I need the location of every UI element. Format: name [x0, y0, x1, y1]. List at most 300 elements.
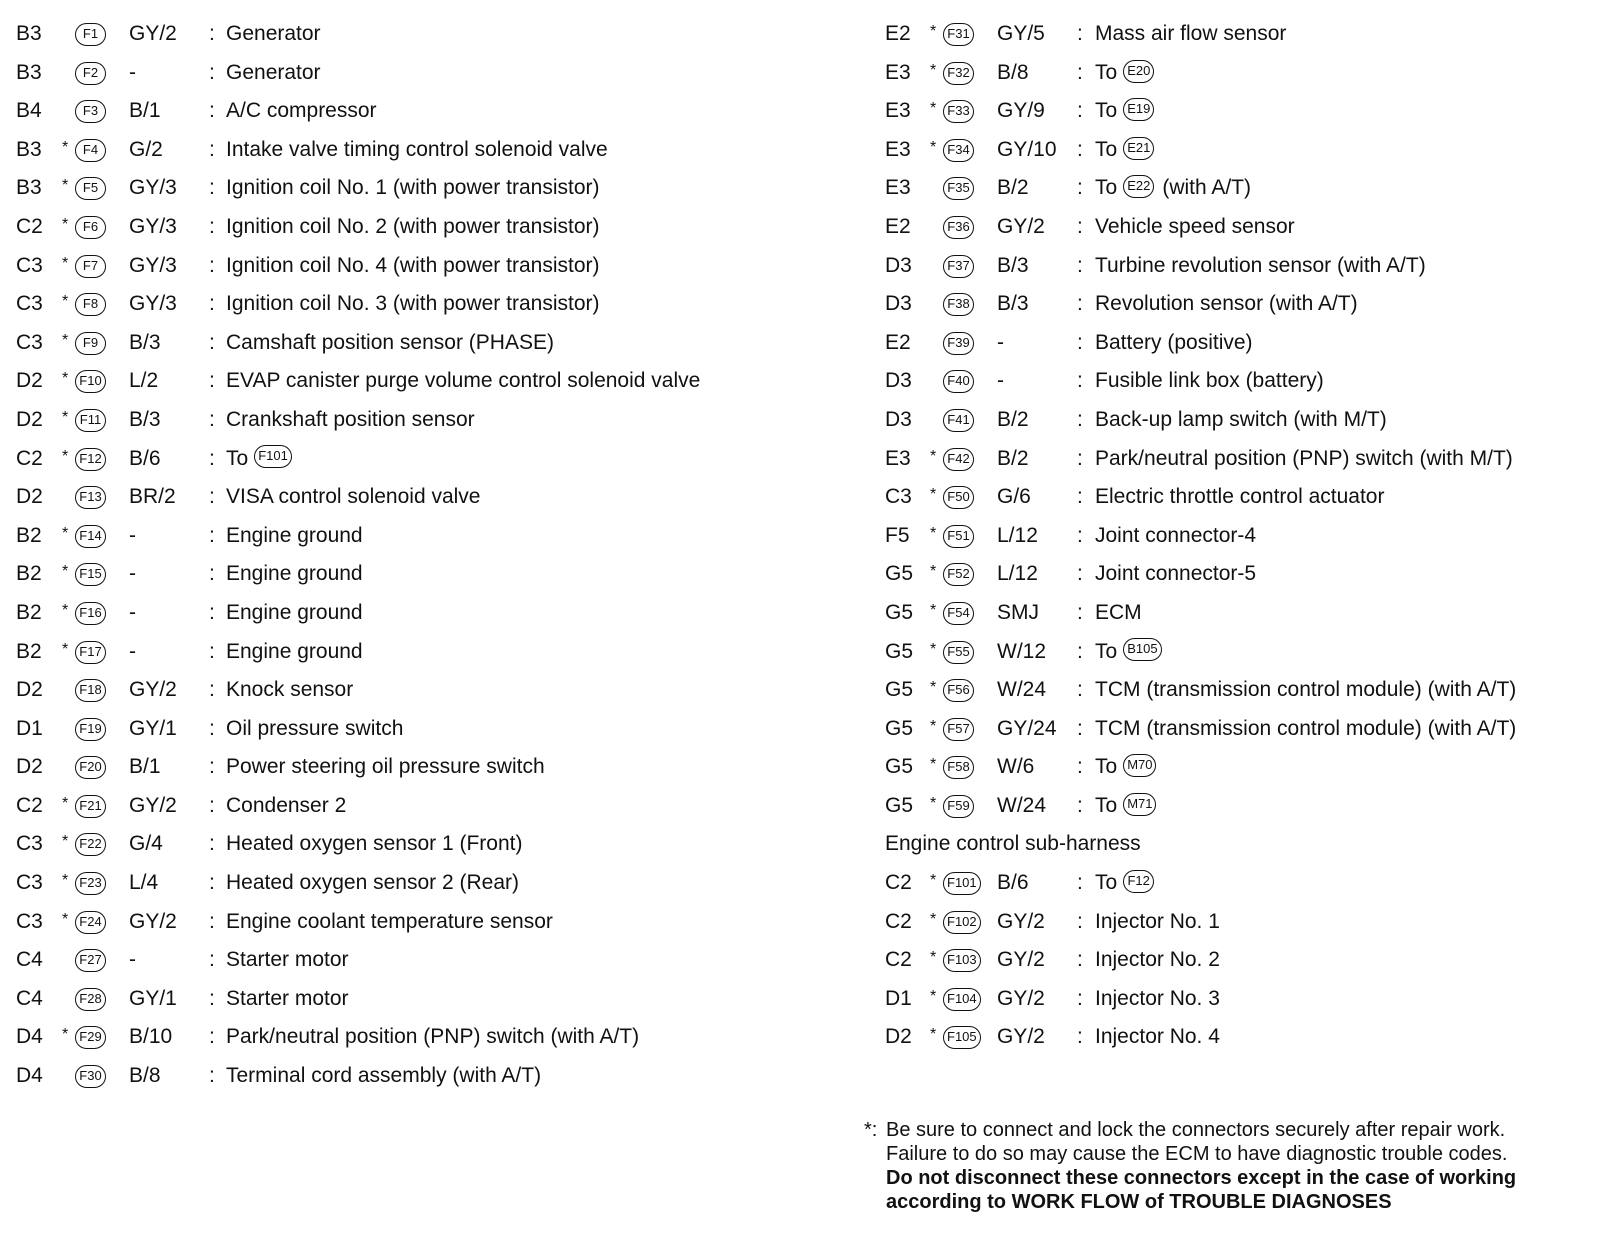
grid-reference: G5 — [885, 793, 914, 817]
lock-check-marker: * — [930, 23, 937, 40]
lock-check-marker: * — [62, 215, 69, 233]
connector-description — [1095, 710, 1516, 749]
connector-description — [1095, 401, 1387, 440]
grid-reference: C3 — [16, 292, 43, 316]
connector-number-badge: F105 — [943, 1026, 981, 1049]
connector-number-badge: F11 — [75, 409, 106, 432]
connector-number-badge: F59 — [943, 795, 974, 818]
grid-reference: B2 — [16, 523, 42, 547]
separator-colon: : — [209, 60, 215, 84]
connector-description — [226, 15, 321, 54]
connector-row — [885, 903, 1600, 942]
grid-reference: C2 — [885, 948, 912, 972]
connector-row — [16, 1018, 816, 1057]
lock-check-marker: * — [930, 872, 937, 890]
description-text: Camshaft position sensor (PHASE) — [226, 330, 554, 354]
grid-reference: G5 — [885, 678, 914, 702]
connector-color-pins: L/12 — [997, 562, 1038, 586]
separator-colon: : — [209, 485, 215, 509]
connector-row — [885, 748, 1600, 787]
separator-colon: : — [209, 1064, 215, 1088]
description-text: Back-up lamp switch (with M/T) — [1095, 407, 1387, 431]
grid-reference: B3 — [16, 60, 42, 84]
description-text: Heated oxygen sensor 1 (Front) — [226, 832, 523, 856]
description-text: Park/neutral position (PNP) switch (with M/T) — [1095, 446, 1513, 470]
connector-color-pins: B/10 — [129, 1025, 173, 1049]
grid-reference: C2 — [16, 793, 43, 817]
connector-description — [226, 787, 346, 826]
connector-description — [1095, 362, 1324, 401]
connector-row — [16, 208, 816, 247]
lock-check-marker: * — [62, 293, 69, 311]
sub-harness-heading: Engine control sub-harness — [885, 832, 1141, 856]
lock-check-marker: * — [930, 717, 937, 735]
description-text: Terminal cord assembly (with A/T) — [226, 1064, 542, 1088]
target-connector-badge: M71 — [1123, 793, 1156, 816]
connector-description — [1095, 478, 1384, 517]
connector-number-badge: F16 — [75, 602, 106, 625]
footnote-line-2: Failure to do so may cause the ECM to have diagnostic trouble codes. — [886, 1143, 1508, 1165]
description-text: To — [1095, 793, 1118, 817]
target-connector-badge: F12 — [1123, 870, 1154, 893]
grid-reference: E3 — [885, 137, 911, 161]
connector-description — [1095, 671, 1516, 710]
separator-colon: : — [1077, 948, 1083, 972]
connector-number-badge: F31 — [943, 23, 974, 46]
grid-reference: D2 — [885, 1025, 912, 1049]
connector-number-badge: F4 — [75, 139, 106, 162]
connector-row — [885, 208, 1600, 247]
grid-reference: C4 — [16, 986, 43, 1010]
description-text: To — [1095, 176, 1118, 200]
connector-number-badge: F12 — [75, 448, 106, 471]
grid-reference: C2 — [16, 214, 43, 238]
description-text: Joint connector-5 — [1095, 562, 1257, 586]
connector-color-pins: B/8 — [997, 60, 1029, 84]
footnote-marker: *: — [864, 1119, 878, 1141]
lock-check-marker: * — [62, 601, 69, 619]
separator-colon: : — [209, 562, 215, 586]
connector-description — [226, 54, 321, 93]
connector-description — [1095, 864, 1154, 903]
grid-reference: G5 — [885, 639, 914, 663]
connector-number-badge: F33 — [943, 100, 974, 123]
grid-reference: F5 — [885, 523, 910, 547]
separator-colon: : — [209, 832, 215, 856]
separator-colon: : — [209, 600, 215, 624]
description-text: Vehicle speed sensor — [1095, 214, 1295, 238]
connector-color-pins: G/6 — [997, 485, 1031, 509]
description-text: Joint connector-4 — [1095, 523, 1257, 547]
connector-row — [16, 247, 816, 286]
connector-number-badge: F40 — [943, 370, 974, 393]
description-text: ECM — [1095, 600, 1142, 624]
target-connector-badge: F101 — [254, 445, 292, 468]
separator-colon: : — [1077, 99, 1083, 123]
separator-colon: : — [1077, 253, 1083, 277]
connector-row — [16, 285, 816, 324]
description-text: To — [226, 446, 249, 470]
separator-colon: : — [209, 292, 215, 316]
target-connector-badge: E22 — [1123, 175, 1154, 198]
description-text: To — [1095, 755, 1118, 779]
grid-reference: C3 — [16, 871, 43, 895]
description-text: Engine ground — [226, 523, 363, 547]
lock-check-marker: * — [62, 138, 69, 156]
connector-number-badge: F51 — [943, 525, 974, 548]
connector-row — [16, 440, 816, 479]
separator-colon: : — [1077, 446, 1083, 470]
description-text: Intake valve timing control solenoid valve — [226, 137, 608, 161]
connector-color-pins: L/2 — [129, 369, 159, 393]
connector-description — [226, 941, 349, 980]
connector-row — [16, 478, 816, 517]
connector-row — [885, 440, 1600, 479]
connector-description — [226, 517, 363, 556]
grid-reference: E3 — [885, 60, 911, 84]
connector-description — [1095, 92, 1154, 131]
connector-description — [1095, 748, 1156, 787]
connector-color-pins: B/1 — [129, 755, 161, 779]
description-text: Engine ground — [226, 562, 363, 586]
connector-row — [16, 54, 816, 93]
connector-row — [16, 555, 816, 594]
lock-check-marker: * — [930, 987, 937, 1005]
description-text: EVAP canister purge volume control solenoid valve — [226, 369, 701, 393]
connector-description — [226, 440, 292, 479]
connector-color-pins: B/3 — [997, 292, 1029, 316]
connector-color-pins: B/3 — [129, 330, 161, 354]
target-connector-badge: E19 — [1123, 98, 1154, 121]
separator-colon: : — [1077, 986, 1083, 1010]
connector-description — [226, 864, 519, 903]
description-text: Mass air flow sensor — [1095, 22, 1287, 45]
separator-colon: : — [1077, 793, 1083, 817]
grid-reference: C2 — [885, 871, 912, 895]
connector-row — [16, 1057, 816, 1096]
grid-reference: E2 — [885, 214, 911, 238]
connector-number-badge: F37 — [943, 255, 974, 278]
description-text: Engine coolant temperature sensor — [226, 909, 553, 933]
connector-color-pins: GY/3 — [129, 253, 177, 277]
separator-colon: : — [1077, 137, 1083, 161]
connector-color-pins: W/24 — [997, 793, 1047, 817]
connector-row — [16, 324, 816, 363]
separator-colon: : — [209, 137, 215, 161]
lock-check-marker: * — [930, 640, 937, 658]
lock-check-marker: * — [930, 794, 937, 812]
grid-reference: B2 — [16, 562, 42, 586]
connector-number-badge: F13 — [75, 486, 106, 509]
grid-reference: D4 — [16, 1025, 43, 1049]
connector-color-pins: GY/2 — [129, 678, 177, 702]
connector-color-pins: GY/2 — [997, 1025, 1045, 1049]
connector-color-pins: GY/10 — [997, 137, 1057, 161]
lock-check-marker: * — [930, 61, 937, 79]
connector-number-badge: F2 — [75, 62, 106, 85]
description-text: A/C compressor — [226, 99, 377, 123]
grid-reference: D2 — [16, 485, 43, 509]
connector-description — [1095, 54, 1154, 93]
connector-row — [16, 941, 816, 980]
separator-colon: : — [1077, 407, 1083, 431]
grid-reference: D1 — [885, 986, 912, 1010]
connector-row — [16, 169, 816, 208]
grid-reference: D3 — [885, 407, 912, 431]
connector-row — [16, 594, 816, 633]
lock-check-marker: * — [62, 331, 69, 349]
description-text: Electric throttle control actuator — [1095, 485, 1385, 509]
separator-colon: : — [209, 716, 215, 740]
description-text: TCM (transmission control module) (with A/T) — [1095, 716, 1517, 740]
connector-color-pins: B/2 — [997, 176, 1029, 200]
lock-check-marker: * — [62, 794, 69, 812]
connector-color-pins: G/4 — [129, 832, 163, 856]
separator-colon: : — [209, 369, 215, 393]
connector-description — [1095, 169, 1251, 208]
separator-colon: : — [209, 986, 215, 1010]
description-text: Ignition coil No. 3 (with power transistor) — [226, 292, 600, 316]
lock-check-marker: * — [930, 910, 937, 928]
lock-check-marker: * — [62, 833, 69, 851]
connector-row — [16, 825, 816, 864]
connector-color-pins: G/2 — [129, 137, 163, 161]
lock-check-marker: * — [62, 640, 69, 658]
right-main-rows — [885, 15, 1600, 825]
connector-color-pins: B/2 — [997, 446, 1029, 470]
connector-description — [1095, 131, 1154, 170]
lock-check-marker: * — [930, 524, 937, 542]
description-text: Ignition coil No. 1 (with power transistor) — [226, 176, 600, 200]
connector-description — [1095, 1018, 1220, 1057]
grid-reference: D2 — [16, 369, 43, 393]
connector-description — [226, 710, 403, 749]
connector-row — [885, 478, 1600, 517]
connector-row — [885, 864, 1600, 903]
connector-number-badge: F20 — [75, 756, 106, 779]
connector-number-badge: F57 — [943, 718, 974, 741]
description-text: Turbine revolution sensor (with A/T) — [1095, 253, 1426, 277]
grid-reference: D3 — [885, 369, 912, 393]
description-text: Engine ground — [226, 600, 363, 624]
connector-number-badge: F104 — [943, 988, 981, 1011]
description-text: Injector No. 2 — [1095, 948, 1220, 972]
lock-check-marker: * — [62, 524, 69, 542]
separator-colon: : — [209, 99, 215, 123]
connector-description — [226, 247, 599, 286]
connector-number-badge: F23 — [75, 872, 106, 895]
lock-check-marker: * — [62, 177, 69, 195]
connector-number-badge: F18 — [75, 679, 106, 702]
connector-row — [16, 787, 816, 826]
connector-color-pins: B/8 — [129, 1064, 161, 1088]
description-text: Knock sensor — [226, 678, 354, 702]
grid-reference: B2 — [16, 639, 42, 663]
connector-color-pins: - — [129, 562, 136, 586]
separator-colon: : — [1077, 562, 1083, 586]
separator-colon: : — [1077, 755, 1083, 779]
description-text: Starter motor — [226, 948, 349, 972]
right-connector-list — [885, 15, 1600, 1057]
connector-number-badge: F42 — [943, 448, 974, 471]
connector-color-pins: - — [997, 369, 1004, 393]
connector-color-pins: B/3 — [129, 407, 161, 431]
grid-reference: D3 — [885, 253, 912, 277]
separator-colon: : — [1077, 369, 1083, 393]
lock-check-marker: * — [62, 370, 69, 388]
connector-number-badge: F6 — [75, 216, 106, 239]
connector-number-badge: F32 — [943, 62, 974, 85]
lock-check-marker: * — [930, 1026, 937, 1044]
connector-description — [226, 633, 363, 672]
grid-reference: C2 — [885, 909, 912, 933]
description-text: To — [1095, 871, 1118, 895]
separator-colon: : — [1077, 214, 1083, 238]
connector-color-pins: GY/2 — [129, 793, 177, 817]
lock-check-marker: * — [62, 563, 69, 581]
connector-description — [226, 324, 554, 363]
description-text: Injector No. 1 — [1095, 909, 1220, 933]
separator-colon: : — [1077, 909, 1083, 933]
description-text: To — [1095, 99, 1118, 123]
connector-color-pins: - — [129, 60, 136, 84]
connector-description — [226, 401, 475, 440]
connector-number-badge: F34 — [943, 139, 974, 162]
connector-number-badge: F14 — [75, 525, 106, 548]
connector-color-pins: - — [997, 330, 1004, 354]
lock-check-marker: * — [930, 601, 937, 619]
grid-reference: D4 — [16, 1064, 43, 1088]
connector-color-pins: GY/9 — [997, 99, 1045, 123]
separator-colon: : — [209, 446, 215, 470]
separator-colon: : — [1077, 1025, 1083, 1049]
lock-check-marker: * — [930, 447, 937, 465]
grid-reference: D2 — [16, 407, 43, 431]
connector-number-badge: F50 — [943, 486, 974, 509]
lock-check-marker: * — [930, 756, 937, 774]
grid-reference: E3 — [885, 176, 911, 200]
connector-description — [1095, 787, 1156, 826]
grid-reference: E3 — [885, 446, 911, 470]
description-text: Crankshaft position sensor — [226, 407, 475, 431]
connector-number-badge: F24 — [75, 911, 106, 934]
separator-colon: : — [209, 1025, 215, 1049]
connector-color-pins: GY/1 — [129, 716, 177, 740]
connector-row — [885, 594, 1600, 633]
connector-number-badge: F35 — [943, 177, 974, 200]
separator-colon: : — [1077, 292, 1083, 316]
lock-check-marker: * — [930, 100, 937, 118]
connector-description — [226, 903, 553, 942]
grid-reference: C3 — [16, 330, 43, 354]
grid-reference: B4 — [16, 99, 42, 123]
separator-colon: : — [1077, 871, 1083, 895]
grid-reference: G5 — [885, 562, 914, 586]
connector-number-badge: F8 — [75, 293, 106, 316]
grid-reference: D2 — [16, 755, 43, 779]
target-connector-badge: M70 — [1123, 754, 1156, 777]
connector-row — [16, 131, 816, 170]
target-connector-badge: B105 — [1123, 638, 1161, 661]
connector-row — [885, 401, 1600, 440]
description-text: Park/neutral position (PNP) switch (with A/T) — [226, 1025, 640, 1049]
grid-reference: D3 — [885, 292, 912, 316]
connector-row — [16, 980, 816, 1019]
grid-reference: C4 — [16, 948, 43, 972]
connector-color-pins: B/6 — [997, 871, 1029, 895]
lock-check-marker: * — [930, 679, 937, 697]
lock-check-marker: * — [62, 872, 69, 890]
description-text: Injector No. 3 — [1095, 986, 1220, 1010]
connector-number-badge: F27 — [75, 949, 106, 972]
connector-color-pins: B/6 — [129, 446, 161, 470]
separator-colon: : — [209, 948, 215, 972]
connector-description — [226, 362, 700, 401]
lock-check-marker: * — [62, 1026, 69, 1044]
connector-description — [1095, 594, 1142, 633]
connector-row — [885, 555, 1600, 594]
description-text: Generator — [226, 22, 321, 45]
connector-row — [16, 903, 816, 942]
lock-check-marker: * — [62, 447, 69, 465]
target-connector-badge: E20 — [1123, 60, 1154, 83]
description-text: Generator — [226, 60, 321, 84]
connector-description — [1095, 633, 1162, 672]
description-text: Heated oxygen sensor 2 (Rear) — [226, 871, 519, 895]
connector-description — [1095, 324, 1253, 363]
grid-reference: C2 — [16, 446, 43, 470]
connector-number-badge: F10 — [75, 370, 106, 393]
connector-color-pins: L/12 — [997, 523, 1038, 547]
connector-number-badge: F38 — [943, 293, 974, 316]
connector-row — [16, 633, 816, 672]
separator-colon: : — [1077, 330, 1083, 354]
description-text: Power steering oil pressure switch — [226, 755, 545, 779]
lock-check-marker: * — [62, 254, 69, 272]
connector-number-badge: F103 — [943, 949, 981, 972]
connector-row — [16, 92, 816, 131]
connector-row — [885, 941, 1600, 980]
grid-reference: B3 — [16, 176, 42, 200]
connector-number-badge: F55 — [943, 641, 974, 664]
grid-reference: G5 — [885, 755, 914, 779]
connector-row — [885, 324, 1600, 363]
description-text: To — [1095, 137, 1118, 161]
lock-check-marker: * — [62, 910, 69, 928]
separator-colon: : — [209, 678, 215, 702]
connector-description — [1095, 517, 1256, 556]
connector-number-badge: F21 — [75, 795, 106, 818]
description-text: VISA control solenoid valve — [226, 485, 481, 509]
connector-row — [885, 980, 1600, 1019]
connector-row — [885, 633, 1600, 672]
connector-description — [226, 1018, 639, 1057]
connector-row — [885, 169, 1600, 208]
separator-colon: : — [209, 639, 215, 663]
grid-reference: B3 — [16, 137, 42, 161]
connector-color-pins: GY/2 — [997, 214, 1045, 238]
description-text: Engine ground — [226, 639, 363, 663]
separator-colon: : — [209, 523, 215, 547]
footnote-warning-line-1: Do not disconnect these connectors except in the case of working — [886, 1167, 1517, 1189]
connector-color-pins: - — [129, 639, 136, 663]
connector-description — [1095, 285, 1358, 324]
connector-color-pins: GY/5 — [997, 22, 1045, 45]
connector-description — [226, 594, 363, 633]
separator-colon: : — [209, 330, 215, 354]
connector-number-badge: F30 — [75, 1065, 106, 1088]
separator-colon: : — [1077, 523, 1083, 547]
